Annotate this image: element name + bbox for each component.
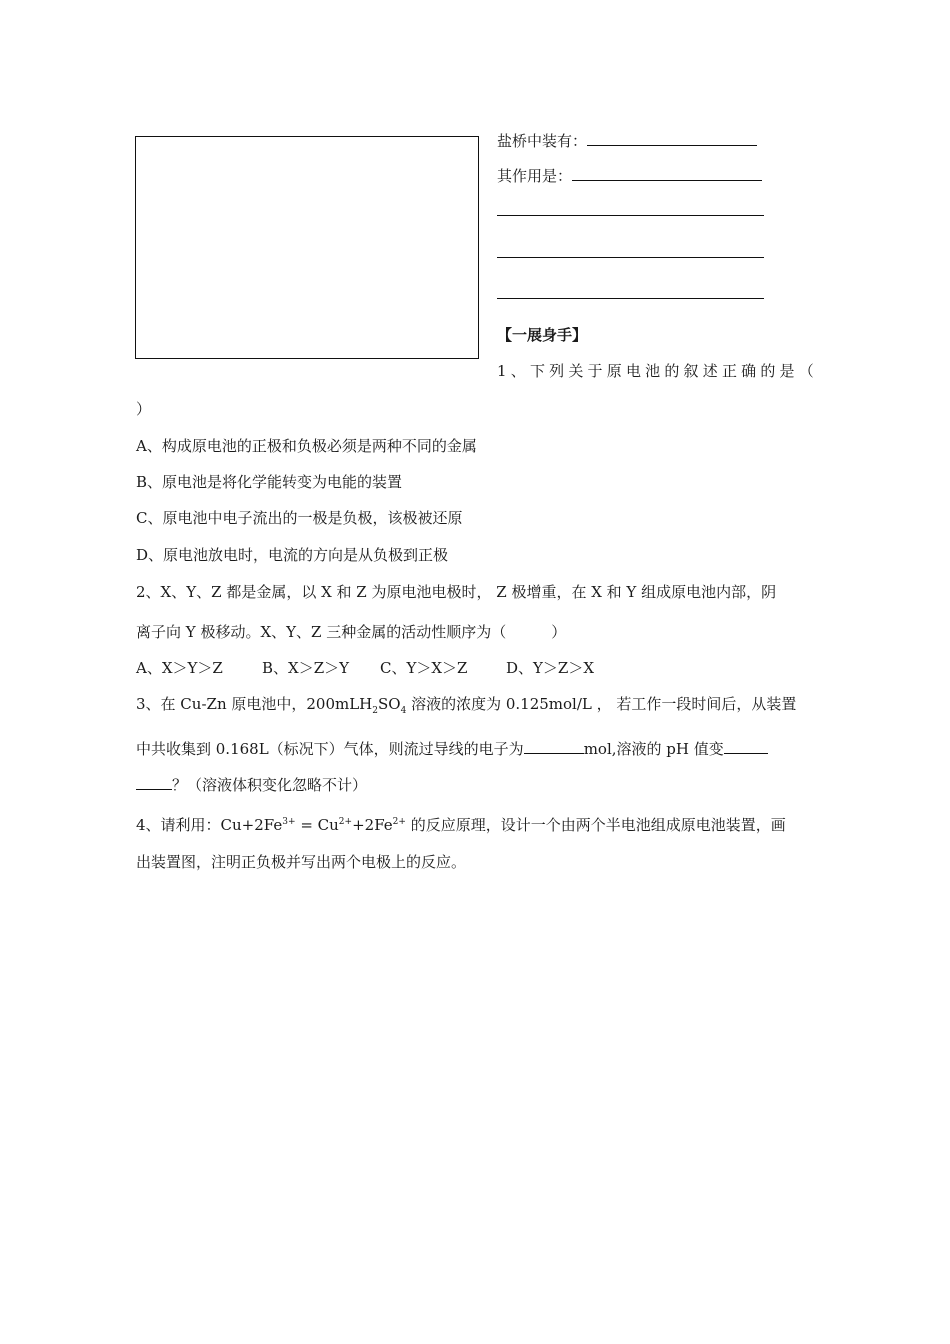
q2-option-b: B、X＞Z＞Y — [262, 659, 350, 677]
q4-text-b: = Cu — [295, 816, 339, 834]
q2-option-d: D、Y＞Z＞X — [506, 659, 595, 677]
q4-text-a: 4、请利用：Cu+2Fe — [136, 816, 283, 834]
q2-line-1: 2、X、Y、Z 都是金属，以 X 和 Z 为原电池电极时， Z 极增重，在 X 和 Y 组成原电池内部，阴 — [136, 583, 777, 601]
q4-line-2: 出装置图，注明正负极并写出两个电极上的反应。 — [136, 853, 467, 871]
q4-text-d: 的反应原理，设计一个由两个半电池组成原电池装置，画 — [405, 816, 786, 834]
salt-bridge-line — [497, 129, 757, 151]
q3-text-c: 溶液的浓度为 0.125mol/L ， 若工作一段时间后，从装置 — [406, 695, 797, 713]
function-blank[interactable] — [572, 164, 762, 181]
q3-ph-label: mol,溶液的 pH 值变 — [583, 740, 724, 758]
q1-option-d: D、原电池放电时，电流的方向是从负极到正极 — [136, 546, 449, 564]
q2-option-a: A、X＞Y＞Z — [136, 659, 223, 677]
answer-rule-2[interactable] — [497, 257, 764, 258]
q4-text-c: +2Fe — [352, 816, 393, 834]
q3-sub-2: 2 — [372, 706, 378, 716]
q4-sup-2plus-b: 2+ — [392, 817, 406, 827]
q1-option-a: A、构成原电池的正极和负极必须是两种不同的金属 — [136, 437, 477, 455]
q4-line-1 — [136, 812, 786, 835]
q3-line-1 — [136, 694, 796, 721]
salt-bridge-blank[interactable] — [587, 129, 757, 146]
q4-sup-3plus: 3+ — [282, 817, 296, 827]
function-line — [497, 164, 762, 186]
q3-text-a: 3、在 Cu-Zn 原电池中，200mLH — [136, 695, 373, 713]
q3-ph-blank[interactable] — [724, 737, 768, 754]
q3-sub-4: 4 — [400, 706, 407, 716]
q1-option-c: C、原电池中电子流出的一极是负极，该极被还原 — [136, 509, 463, 527]
q3-line-2 — [136, 737, 768, 759]
q4-sup-2plus-a: 2+ — [338, 817, 353, 827]
q3-electron-blank[interactable] — [524, 737, 584, 754]
q1-option-b: B、原电池是将化学能转变为电能的装置 — [136, 473, 403, 491]
q3-text-b: SO — [378, 695, 401, 713]
q3-line-3 — [136, 773, 367, 795]
answer-rule-3[interactable] — [497, 298, 764, 299]
q3-ph-blank-cont[interactable] — [136, 773, 172, 790]
section-title: 【一展身手】 — [497, 326, 588, 344]
q3-note: ？（溶液体积变化忽略不计） — [172, 776, 368, 794]
salt-bridge-label: 盐桥中装有： — [497, 132, 588, 150]
q3-electron-label: 中共收集到 0.168L（标况下）气体，则流过导线的电子为 — [136, 740, 524, 758]
q2-option-c: C、Y＞X＞Z — [380, 659, 468, 677]
answer-rule-1[interactable] — [497, 215, 764, 216]
q2-line-2: 离子向 Y 极移动。X、Y、Z 三种金属的活动性顺序为（ ） — [136, 623, 567, 641]
function-label: 其作用是： — [497, 167, 573, 185]
q1-stem: 1、下列关于原电池的叙述正确的是（ — [497, 362, 818, 380]
q1-stem-end: ） — [136, 400, 152, 418]
diagram-box — [135, 136, 479, 359]
